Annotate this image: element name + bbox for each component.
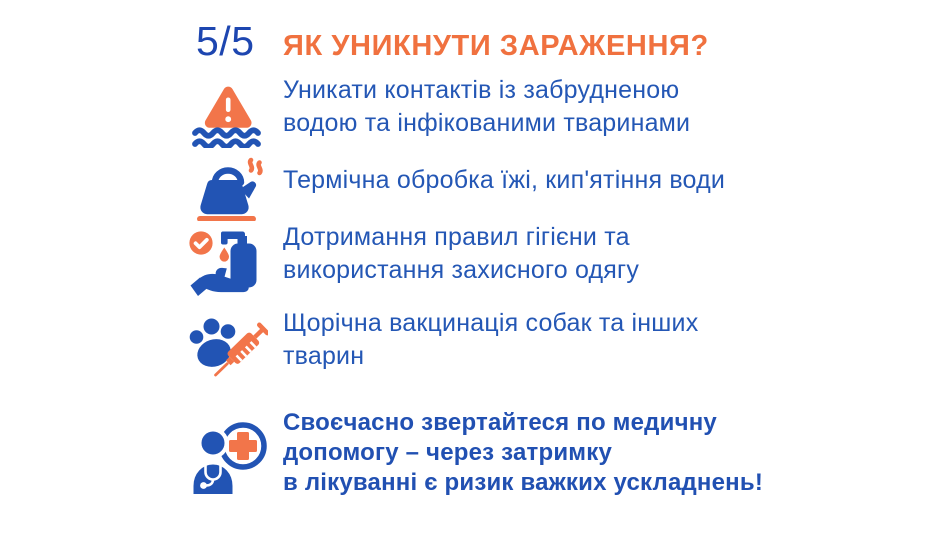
- item-text-line: допомогу – через затримку: [283, 439, 612, 466]
- item-text-line: Термічна обробка їжі, кип'ятіння води: [283, 166, 726, 194]
- hand-sanitizer-icon: [188, 228, 268, 303]
- item-text-line: Щорічна вакцинація собак та інших: [283, 309, 699, 337]
- page-title: ЯК УНИКНУТИ ЗАРАЖЕННЯ?: [283, 30, 709, 62]
- item-text-line: в лікуванні є ризик важких ускладнень!: [283, 469, 764, 496]
- paw-syringe-icon: [188, 312, 268, 397]
- doctor-cross-icon: [186, 418, 270, 507]
- item-text-line: Дотримання правил гігієни та: [283, 223, 630, 251]
- warning-water-icon: [192, 84, 264, 153]
- item-hygiene-text: [283, 221, 843, 287]
- item-text-line: Уникати контактів із забрудненою: [283, 76, 680, 104]
- page-counter: 5/5: [196, 18, 255, 64]
- kettle-boiling-icon: [189, 155, 267, 226]
- item-text-line: водою та інфікованими тваринами: [283, 109, 691, 137]
- slide-header: [196, 18, 709, 65]
- item-text-line: використання захисного одягу: [283, 256, 640, 284]
- item-text-line: тварин: [283, 342, 365, 370]
- item-vaccination-text: [283, 307, 843, 373]
- item-text-line: Своєчасно звертайтеся по медичну: [283, 409, 717, 436]
- item-medical-help-text: [283, 408, 843, 498]
- item-thermal-processing-text: [283, 164, 843, 197]
- item-avoid-contact-text: [283, 74, 843, 140]
